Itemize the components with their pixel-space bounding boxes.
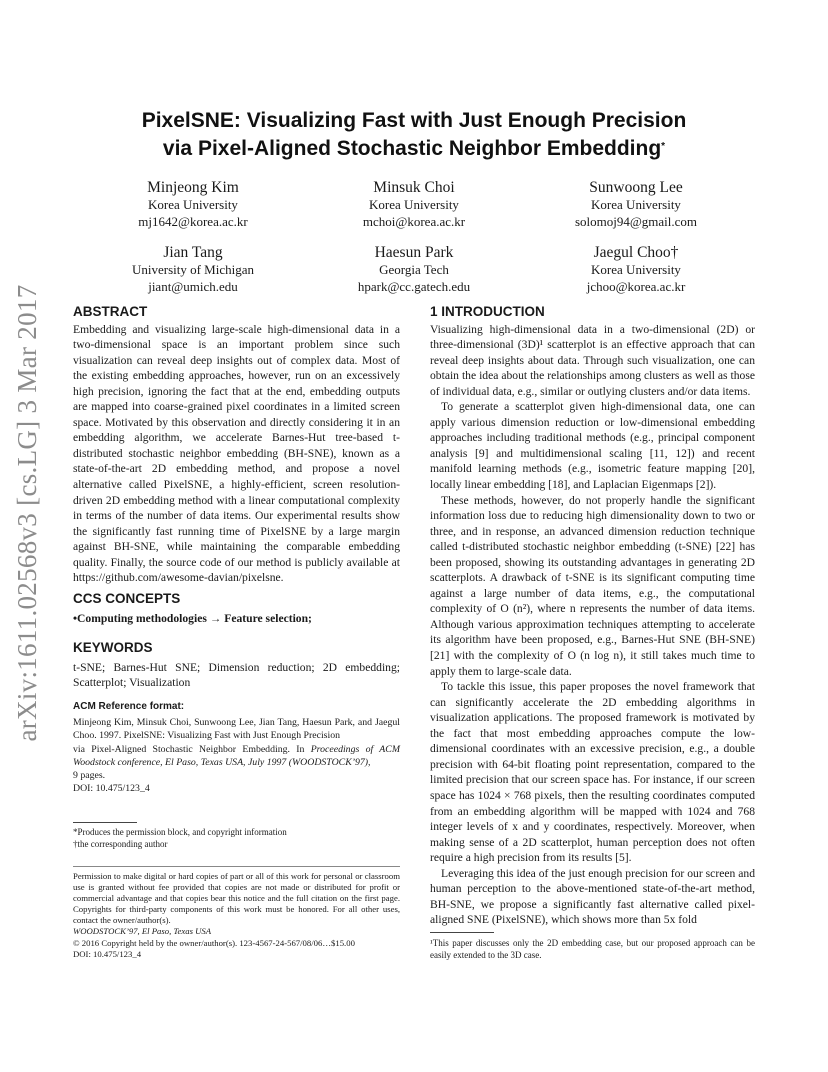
abstract-heading: ABSTRACT	[73, 304, 148, 319]
author-email: solomoj94@gmail.com	[574, 213, 698, 229]
abstract-section	[73, 304, 400, 586]
author-email: jiant@umich.edu	[148, 278, 238, 294]
author-name: Jian Tang	[163, 244, 223, 261]
intro-paragraph: To tackle this issue, this paper proposes the novel framework that can significantly accelerate the 2D embedding algorithms in visualization applications. The proposed framework is motivated by the fact that most embedding approaches compute the low-dimensional coordinates with an excessive precision, e.g., a double precision with 64-bit floating point representation, compared to the limited precision that our screen space has. For instance, if our screen space has 1024 × 768 pixels, then the resulting coordinates computed from an embedding algorithm will be mapped with 1024 and 768 integer levels of x and y coordinates, respectively. Moreover, when making sense of a 2D scatterplot, human perception does not often require a high precision from its results [5].	[430, 680, 755, 865]
reference-line-2a: via Pixel-Aligned Stochastic Neighbor Embedding. In	[73, 743, 311, 755]
reference-proceedings: Proceedings of ACM Woodstock conference, El Paso, Texas USA, July 1997 (WOODSTOCK’97),	[73, 743, 400, 768]
author-email: hpark@cc.gatech.edu	[357, 278, 471, 294]
author-block	[521, 178, 751, 230]
intro-paragraph: Leveraging this idea of the just enough precision for our screen and human perception to the above-mentioned state-of-the-art method, BH-SNE, we propose a significantly fast alternative called pixel-aligned SNE (PixelSNE), which shows more than 5x fold	[430, 866, 755, 927]
title-line-2: via Pixel-Aligned Stochastic Neighbor Embedding	[162, 137, 662, 160]
author-email: mj1642@korea.ac.kr	[138, 213, 248, 229]
author-block	[521, 243, 751, 295]
author-affiliation: Georgia Tech	[379, 262, 449, 277]
title-footnote-mark: *	[661, 141, 666, 152]
left-footnotes	[73, 826, 400, 850]
intro-paragraph: To generate a scatterplot given high-dimensional data, one can apply various dimension reduction or low-dimensional embedding approaches including traditional methods (e.g., principal component analysis [9] and multidimensional scaling [11, 12]) and recent manifold learning methods (e.g., isometric feature mapping [20], locally linear embedding [18], and Laplacian Eigenmaps [2]).	[430, 400, 755, 492]
keywords-heading: KEYWORDS	[73, 640, 153, 655]
keywords-text: t-SNE; Barnes-Hut SNE; Dimension reduction; 2D embedding; Scatterplot; Visualization	[73, 660, 400, 690]
author-email: mchoi@korea.ac.kr	[362, 213, 466, 229]
author-affiliation: Korea University	[148, 197, 238, 212]
permission-block	[73, 871, 400, 960]
author-name: Minsuk Choi	[373, 179, 455, 196]
permission-venue: WOODSTOCK’97, El Paso, Texas USA	[73, 925, 212, 936]
author-name: Sunwoong Lee	[589, 179, 683, 196]
introduction-section	[430, 304, 755, 928]
author-affiliation: Korea University	[591, 197, 681, 212]
title-line-1: PixelSNE: Visualizing Fast with Just Enough Precision	[141, 109, 687, 132]
reference-doi: DOI: 10.475/123_4	[73, 783, 150, 795]
permission-rule	[73, 866, 400, 867]
introduction-heading: 1 INTRODUCTION	[430, 304, 545, 319]
arxiv-sidebar-id: arXiv:1611.02568v3 [cs.LG] 3 Mar 2017	[12, 284, 42, 742]
author-block	[299, 178, 529, 230]
footnote-rule	[73, 822, 137, 823]
author-affiliation: Korea University	[591, 262, 681, 277]
intro-paragraph: Visualizing high-dimensional data in a two-dimensional (2D) or three-dimensional (3D)¹ scatterplot is an effective approach that can reveal deep insights about data. Through such visualization, one can obtain the idea about the relationships among clusters as well as those of individual data, e.g., similar or outlying clusters and/or data items.	[430, 322, 755, 398]
permission-doi: DOI: 10.475/123_4	[73, 949, 142, 960]
reference-heading: ACM Reference format:	[73, 701, 185, 712]
right-footnote	[430, 937, 755, 961]
author-block	[299, 243, 529, 295]
ccs-text: •Computing methodologies → Feature selection;	[73, 611, 312, 625]
ccs-heading: CCS CONCEPTS	[73, 591, 181, 606]
ccs-section	[73, 591, 400, 626]
permission-text: Permission to make digital or hard copies of part or all of this work for personal or classroom use is granted without fee provided that copies are not made or distributed for profit or commercial advantage and that copies bear this notice and the full citation on the first page. Copyrights for third-party components of this work must be honored. For all other uses, contact the owner/author(s).	[73, 871, 400, 925]
author-name: Minjeong Kim	[147, 179, 239, 196]
paper-title	[80, 107, 748, 163]
permission-copyright: © 2016 Copyright held by the owner/author(s). 123-4567-24-567/08/06…$15.00	[73, 938, 355, 949]
keywords-section	[73, 640, 400, 691]
author-affiliation: University of Michigan	[131, 262, 255, 277]
author-block	[78, 243, 308, 295]
reference-line-1: Minjeong Kim, Minsuk Choi, Sunwoong Lee, Jian Tang, Haesun Park, and Jaegul Choo. 1997. PixelSNE: Visualizing Fast with Just Enough Precision	[73, 717, 400, 742]
acm-reference	[73, 700, 400, 795]
footnote-permission-mark: *Produces the permission block, and copyright information	[73, 827, 287, 837]
author-block	[78, 178, 308, 230]
author-email: jchoo@korea.ac.kr	[586, 278, 686, 294]
reference-pages: 9 pages.	[73, 770, 106, 782]
footnote-corresponding: †the corresponding author	[73, 839, 168, 849]
abstract-text: Embedding and visualizing large-scale high-dimensional data in a two-dimensional space is an important problem since such visualization can reveal deep insights out of complex data. Most of the existing embedding approaches, however, run on an excessively high precision, ignoring the fact that at the end, embedding outputs are mapped into coarse-grained pixel coordinates in a limited screen space. Motivated by this observation and directly considering it in an embedding algorithm, we accelerate Barnes-Hut tree-based t-distributed stochastic neighbor embedding (BH-SNE), known as a state-of-the-art 2D embedding method, and propose a novel alternative called PixelSNE, a highly-efficient, screen resolution-driven 2D embedding method with a linear computational complexity in terms of the number of data items. Our experimental results show the significantly fast running time of PixelSNE by a large margin against BH-SNE, while maintaining the comparable embedding quality. Finally, the source code of our method is publicly available at https://github.com/awesome-davian/pixelsne.	[73, 322, 400, 585]
author-affiliation: Korea University	[369, 197, 459, 212]
intro-paragraph: These methods, however, do not properly handle the significant information loss due to reducing high dimensionality down to two or three, and in response, an advanced dimension reduction technique called t-distributed stochastic neighbor embedding (t-SNE) [22] has been proposed, showing its outstanding advantages in generating 2D scatterplots. A drawback of t-SNE is its significant computing time against a large number of data items, e.g., the computational complexity of O (n²), where n represents the number of data items. Although various approximation techniques attempting to accelerate its algorithm have been proposed, e.g., Barnes-Hut SNE (BH-SNE) [21] with the complexity of O (n log n), it still takes much time to apply them to large-scale data.	[430, 493, 755, 678]
footnote-3d-case: ¹This paper discusses only the 2D embedding case, but our proposed approach can be easily extended to the 3D case.	[430, 938, 755, 960]
right-footnote-rule	[430, 932, 494, 933]
author-name: Jaegul Choo†	[593, 244, 679, 261]
author-name: Haesun Park	[374, 244, 454, 261]
